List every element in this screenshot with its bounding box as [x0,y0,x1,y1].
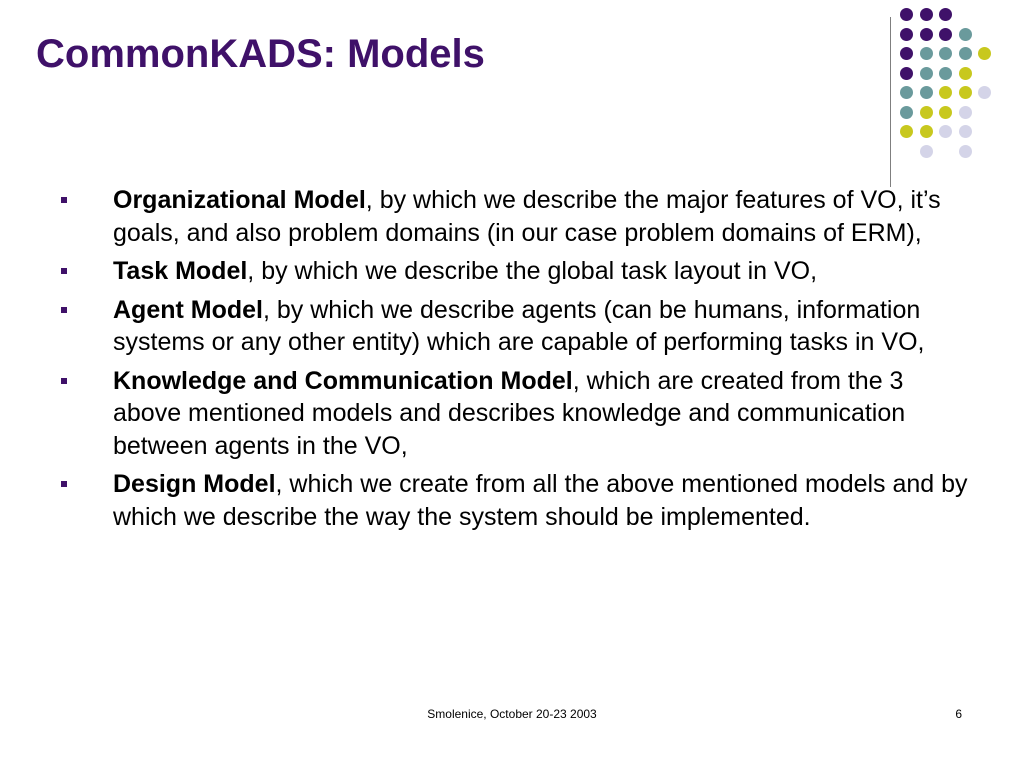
bullet-list [60,184,970,539]
decorative-dot [959,67,972,80]
decorative-dot [900,8,913,21]
decorative-dot [978,47,991,60]
square-bullet-icon [61,481,67,487]
square-bullet-icon [61,268,67,274]
decorative-dot [920,67,933,80]
decorative-dot [920,47,933,60]
decorative-dot [959,145,972,158]
bullet-text: , which we create from all the above mentioned models and by which we describe the way the system should be implemented. [113,470,968,531]
square-bullet-icon [61,307,67,313]
square-bullet-icon [61,378,67,384]
square-bullet-icon [61,197,67,203]
slide-title: CommonKADS: Models [36,32,485,76]
decorative-dot [959,47,972,60]
decorative-dot [920,28,933,41]
page-number: 6 [955,707,962,721]
bullet-term: Design Model [113,470,276,498]
decorative-dot [959,125,972,138]
title-divider [890,17,891,187]
bullet-item-organizational-model [60,184,970,249]
decorative-dot [900,47,913,60]
decorative-dot [900,106,913,119]
decorative-dot [939,106,952,119]
decorative-dot [959,28,972,41]
decorative-dot-grid [900,8,1010,168]
decorative-dot [900,28,913,41]
bullet-term: Task Model [113,257,248,285]
bullet-term: Organizational Model [113,186,366,214]
decorative-dot [900,67,913,80]
decorative-dot [920,86,933,99]
bullet-text: , by which we describe agents (can be humans, information systems or any other entity) which are capable of performing tasks in VO, [113,295,925,356]
bullet-term: Knowledge and Communication Model [113,366,573,395]
bullet-term: Agent Model [113,295,263,324]
footer-event: Smolenice, October 20-23 2003 [427,707,597,721]
decorative-dot [920,125,933,138]
bullet-text: , which are created from the 3 above mentioned models and describes knowledge and communication between agents in the VO, [113,366,906,460]
decorative-dot [959,86,972,99]
decorative-dot [978,86,991,99]
decorative-dot [920,8,933,21]
bullet-item-task-model [60,255,970,288]
decorative-dot [959,106,972,119]
decorative-dot [939,28,952,41]
bullet-text: , by which we describe the major features of VO, it’s goals, and also problem domains (in our case problem domains of ERM), [113,186,941,247]
bullet-item-design-model [60,468,970,533]
decorative-dot [920,106,933,119]
decorative-dot [900,86,913,99]
decorative-dot [920,145,933,158]
decorative-dot [900,125,913,138]
decorative-dot [939,67,952,80]
bullet-item-agent-model [60,294,970,359]
decorative-dot [939,86,952,99]
decorative-dot [939,8,952,21]
bullet-text: , by which we describe the global task layout in VO, [247,257,818,285]
bullet-item-knowledge-communication-model [60,365,970,463]
decorative-dot [939,125,952,138]
decorative-dot [939,47,952,60]
